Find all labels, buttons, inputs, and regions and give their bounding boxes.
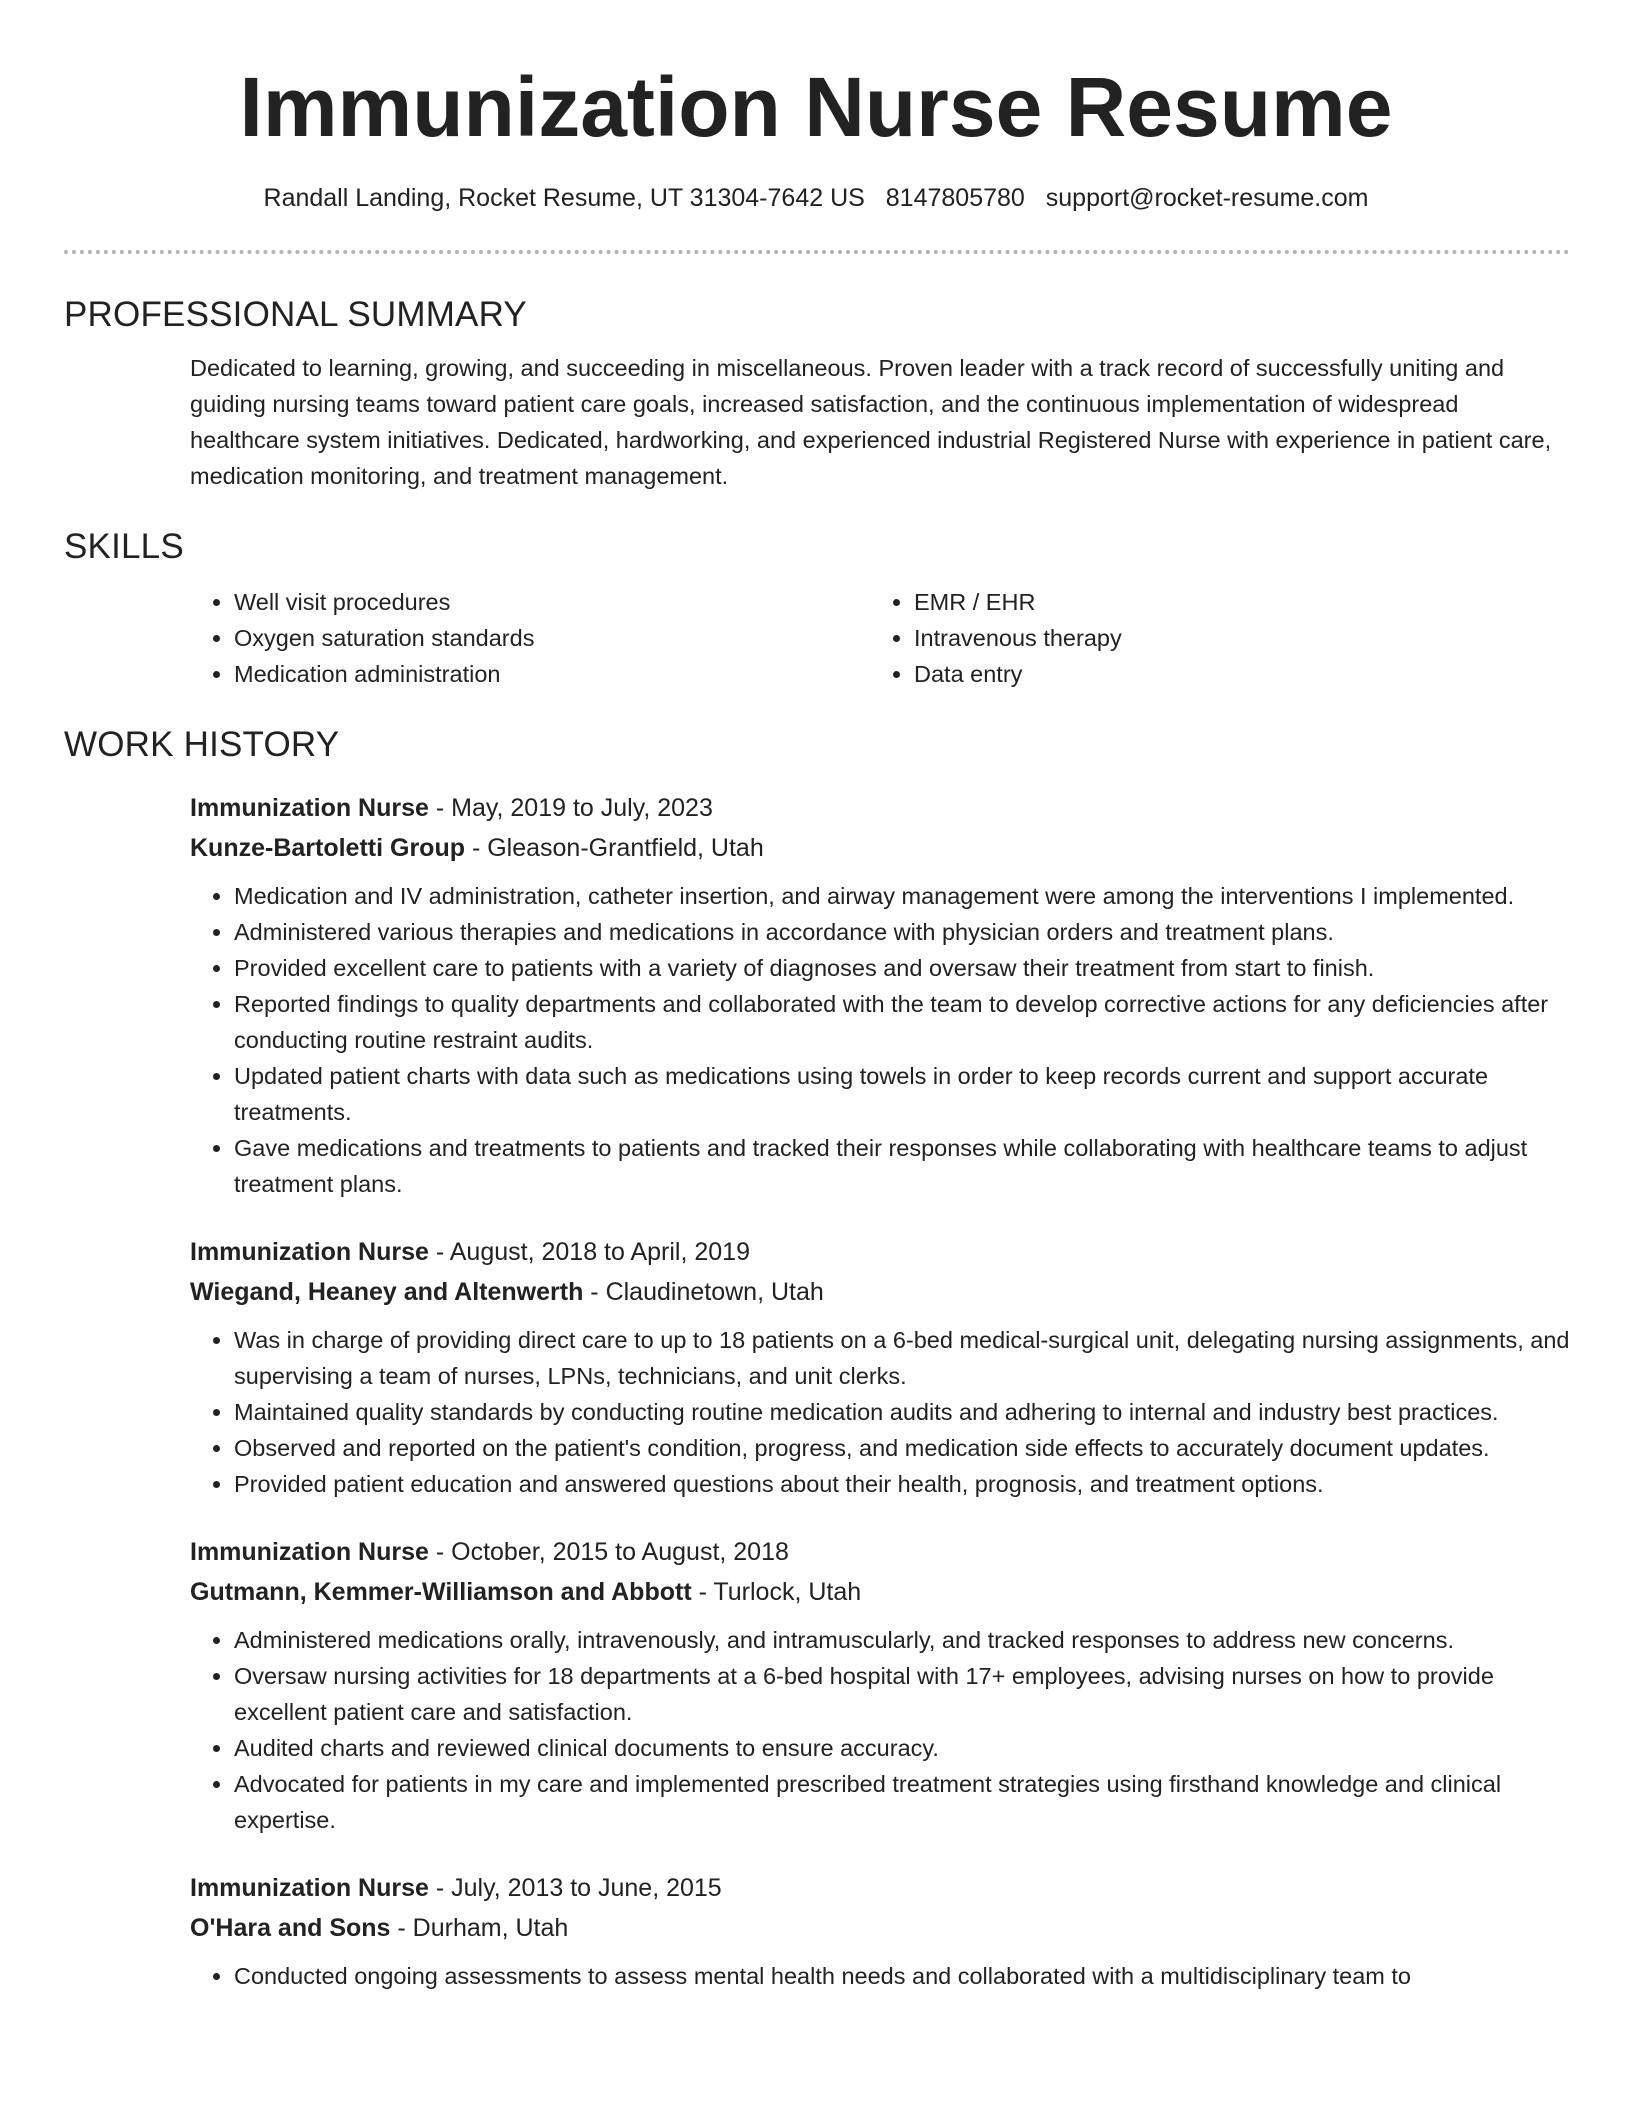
skill-item: • Well visit procedures	[234, 584, 870, 620]
contact-phone: 8147805780	[885, 184, 1025, 212]
job-bullet: • Audited charts and reviewed clinical documents to ensure accuracy.	[234, 1730, 1574, 1766]
skills-body	[190, 584, 1574, 692]
summary-text: Dedicated to learning, growing, and succeeding in miscellaneous. Proven leader with a track record of successfully uniting and guiding nursing teams toward patient care goals, increased satisfaction, and the continuous implementation of widespread healthcare system initiatives. Dedicated, hardworking, and experienced industrial Registered Nurse with experience in patient care, medication monitoring, and treatment management.	[190, 355, 1552, 489]
skill-item: • EMR / EHR	[914, 584, 1550, 620]
contact-line	[0, 178, 1632, 218]
resume-title: Immunization Nurse Resume	[239, 60, 1393, 154]
job-bullet: • Oversaw nursing activities for 18 departments at a 6-bed hospital with 17+ employees, advising nurses on how to provide excellent patient care and satisfaction.	[234, 1658, 1574, 1730]
job-entry	[190, 788, 1574, 1202]
job-entry	[190, 1532, 1574, 1838]
skills-right-list	[870, 584, 1550, 692]
job-title: Immunization Nurse	[190, 1538, 429, 1566]
job-title-line	[190, 788, 1574, 828]
job-bullet: • Updated patient charts with data such as medications using towels in order to keep records current and support accurate treatments.	[234, 1058, 1574, 1130]
job-dates: - October, 2015 to August, 2018	[428, 1538, 789, 1566]
job-bullet: • Gave medications and treatments to patients and tracked their responses while collaborating with healthcare teams to adjust treatment plans.	[234, 1130, 1574, 1202]
contact-email: support@rocket-resume.com	[1045, 184, 1369, 212]
skills-heading: SKILLS	[64, 527, 184, 566]
job-company-line	[190, 1272, 1574, 1312]
header-divider	[64, 250, 1570, 254]
work-section	[64, 720, 1574, 1994]
summary-body	[190, 350, 1574, 494]
job-company: Gutmann, Kemmer-Williamson and Abbott	[190, 1578, 692, 1606]
job-bullet: • Administered various therapies and medications in accordance with physician orders and treatment plans.	[234, 914, 1574, 950]
job-title-line	[190, 1232, 1574, 1272]
job-location: - Gleason-Grantfield, Utah	[465, 834, 764, 862]
job-bullet: • Provided patient education and answered questions about their health, prognosis, and treatment options.	[234, 1466, 1574, 1502]
job-location: - Claudinetown, Utah	[583, 1278, 824, 1306]
summary-section	[64, 290, 1574, 494]
summary-heading: PROFESSIONAL SUMMARY	[64, 295, 527, 334]
job-title: Immunization Nurse	[190, 794, 429, 822]
job-bullet-list	[190, 1622, 1574, 1838]
contact-address: Randall Landing, Rocket Resume, UT 31304-7642 US	[263, 184, 865, 212]
job-location: - Durham, Utah	[390, 1914, 569, 1942]
job-company: O'Hara and Sons	[190, 1914, 391, 1942]
skills-columns	[190, 584, 1574, 692]
job-title-line	[190, 1532, 1574, 1572]
job-company-line	[190, 1908, 1574, 1948]
job-bullet: • Advocated for patients in my care and implemented prescribed treatment strategies using firsthand knowledge and clinical expertise.	[234, 1766, 1574, 1838]
job-dates: - May, 2019 to July, 2023	[428, 794, 713, 822]
skills-section	[64, 522, 1574, 692]
job-company-line	[190, 828, 1574, 868]
job-title: Immunization Nurse	[190, 1238, 429, 1266]
job-company: Kunze-Bartoletti Group	[190, 834, 465, 862]
job-bullet: • Medication and IV administration, catheter insertion, and airway management were among the interventions I implemented.	[234, 878, 1574, 914]
job-bullet: • Observed and reported on the patient's condition, progress, and medication side effects to accurately document updates.	[234, 1430, 1574, 1466]
job-bullet: • Administered medications orally, intravenously, and intramuscularly, and tracked responses to address new concerns.	[234, 1622, 1574, 1658]
job-bullet: • Was in charge of providing direct care to up to 18 patients on a 6-bed medical-surgical unit, delegating nursing assignments, and supervising a team of nurses, LPNs, technicians, and unit clerks.	[234, 1322, 1574, 1394]
work-heading: WORK HISTORY	[64, 725, 340, 764]
job-location: - Turlock, Utah	[691, 1578, 862, 1606]
job-entry	[190, 1868, 1574, 1994]
skill-item: • Oxygen saturation standards	[234, 620, 870, 656]
job-bullet-list	[190, 878, 1574, 1202]
job-company: Wiegand, Heaney and Altenwerth	[190, 1278, 584, 1306]
resume-content	[64, 290, 1574, 1994]
job-bullet-list	[190, 1322, 1574, 1502]
job-title-line	[190, 1868, 1574, 1908]
skill-item: • Intravenous therapy	[914, 620, 1550, 656]
job-bullet: • Conducted ongoing assessments to assess mental health needs and collaborated with a multidisciplinary team to	[234, 1958, 1574, 1994]
job-dates: - August, 2018 to April, 2019	[428, 1238, 750, 1266]
job-company-line	[190, 1572, 1574, 1612]
job-bullet-list	[190, 1958, 1574, 1994]
job-title: Immunization Nurse	[190, 1874, 429, 1902]
job-bullet: • Reported findings to quality departments and collaborated with the team to develop corrective actions for any deficiencies after conducting routine restraint audits.	[234, 986, 1574, 1058]
skill-item: • Medication administration	[234, 656, 870, 692]
job-bullet: • Maintained quality standards by conducting routine medication audits and adhering to internal and industry best practices.	[234, 1394, 1574, 1430]
skills-left-list	[190, 584, 870, 692]
skill-item: • Data entry	[914, 656, 1550, 692]
job-entry	[190, 1232, 1574, 1502]
job-dates: - July, 2013 to June, 2015	[428, 1874, 722, 1902]
work-body	[190, 788, 1574, 1994]
job-bullet: • Provided excellent care to patients with a variety of diagnoses and oversaw their treatment from start to finish.	[234, 950, 1574, 986]
